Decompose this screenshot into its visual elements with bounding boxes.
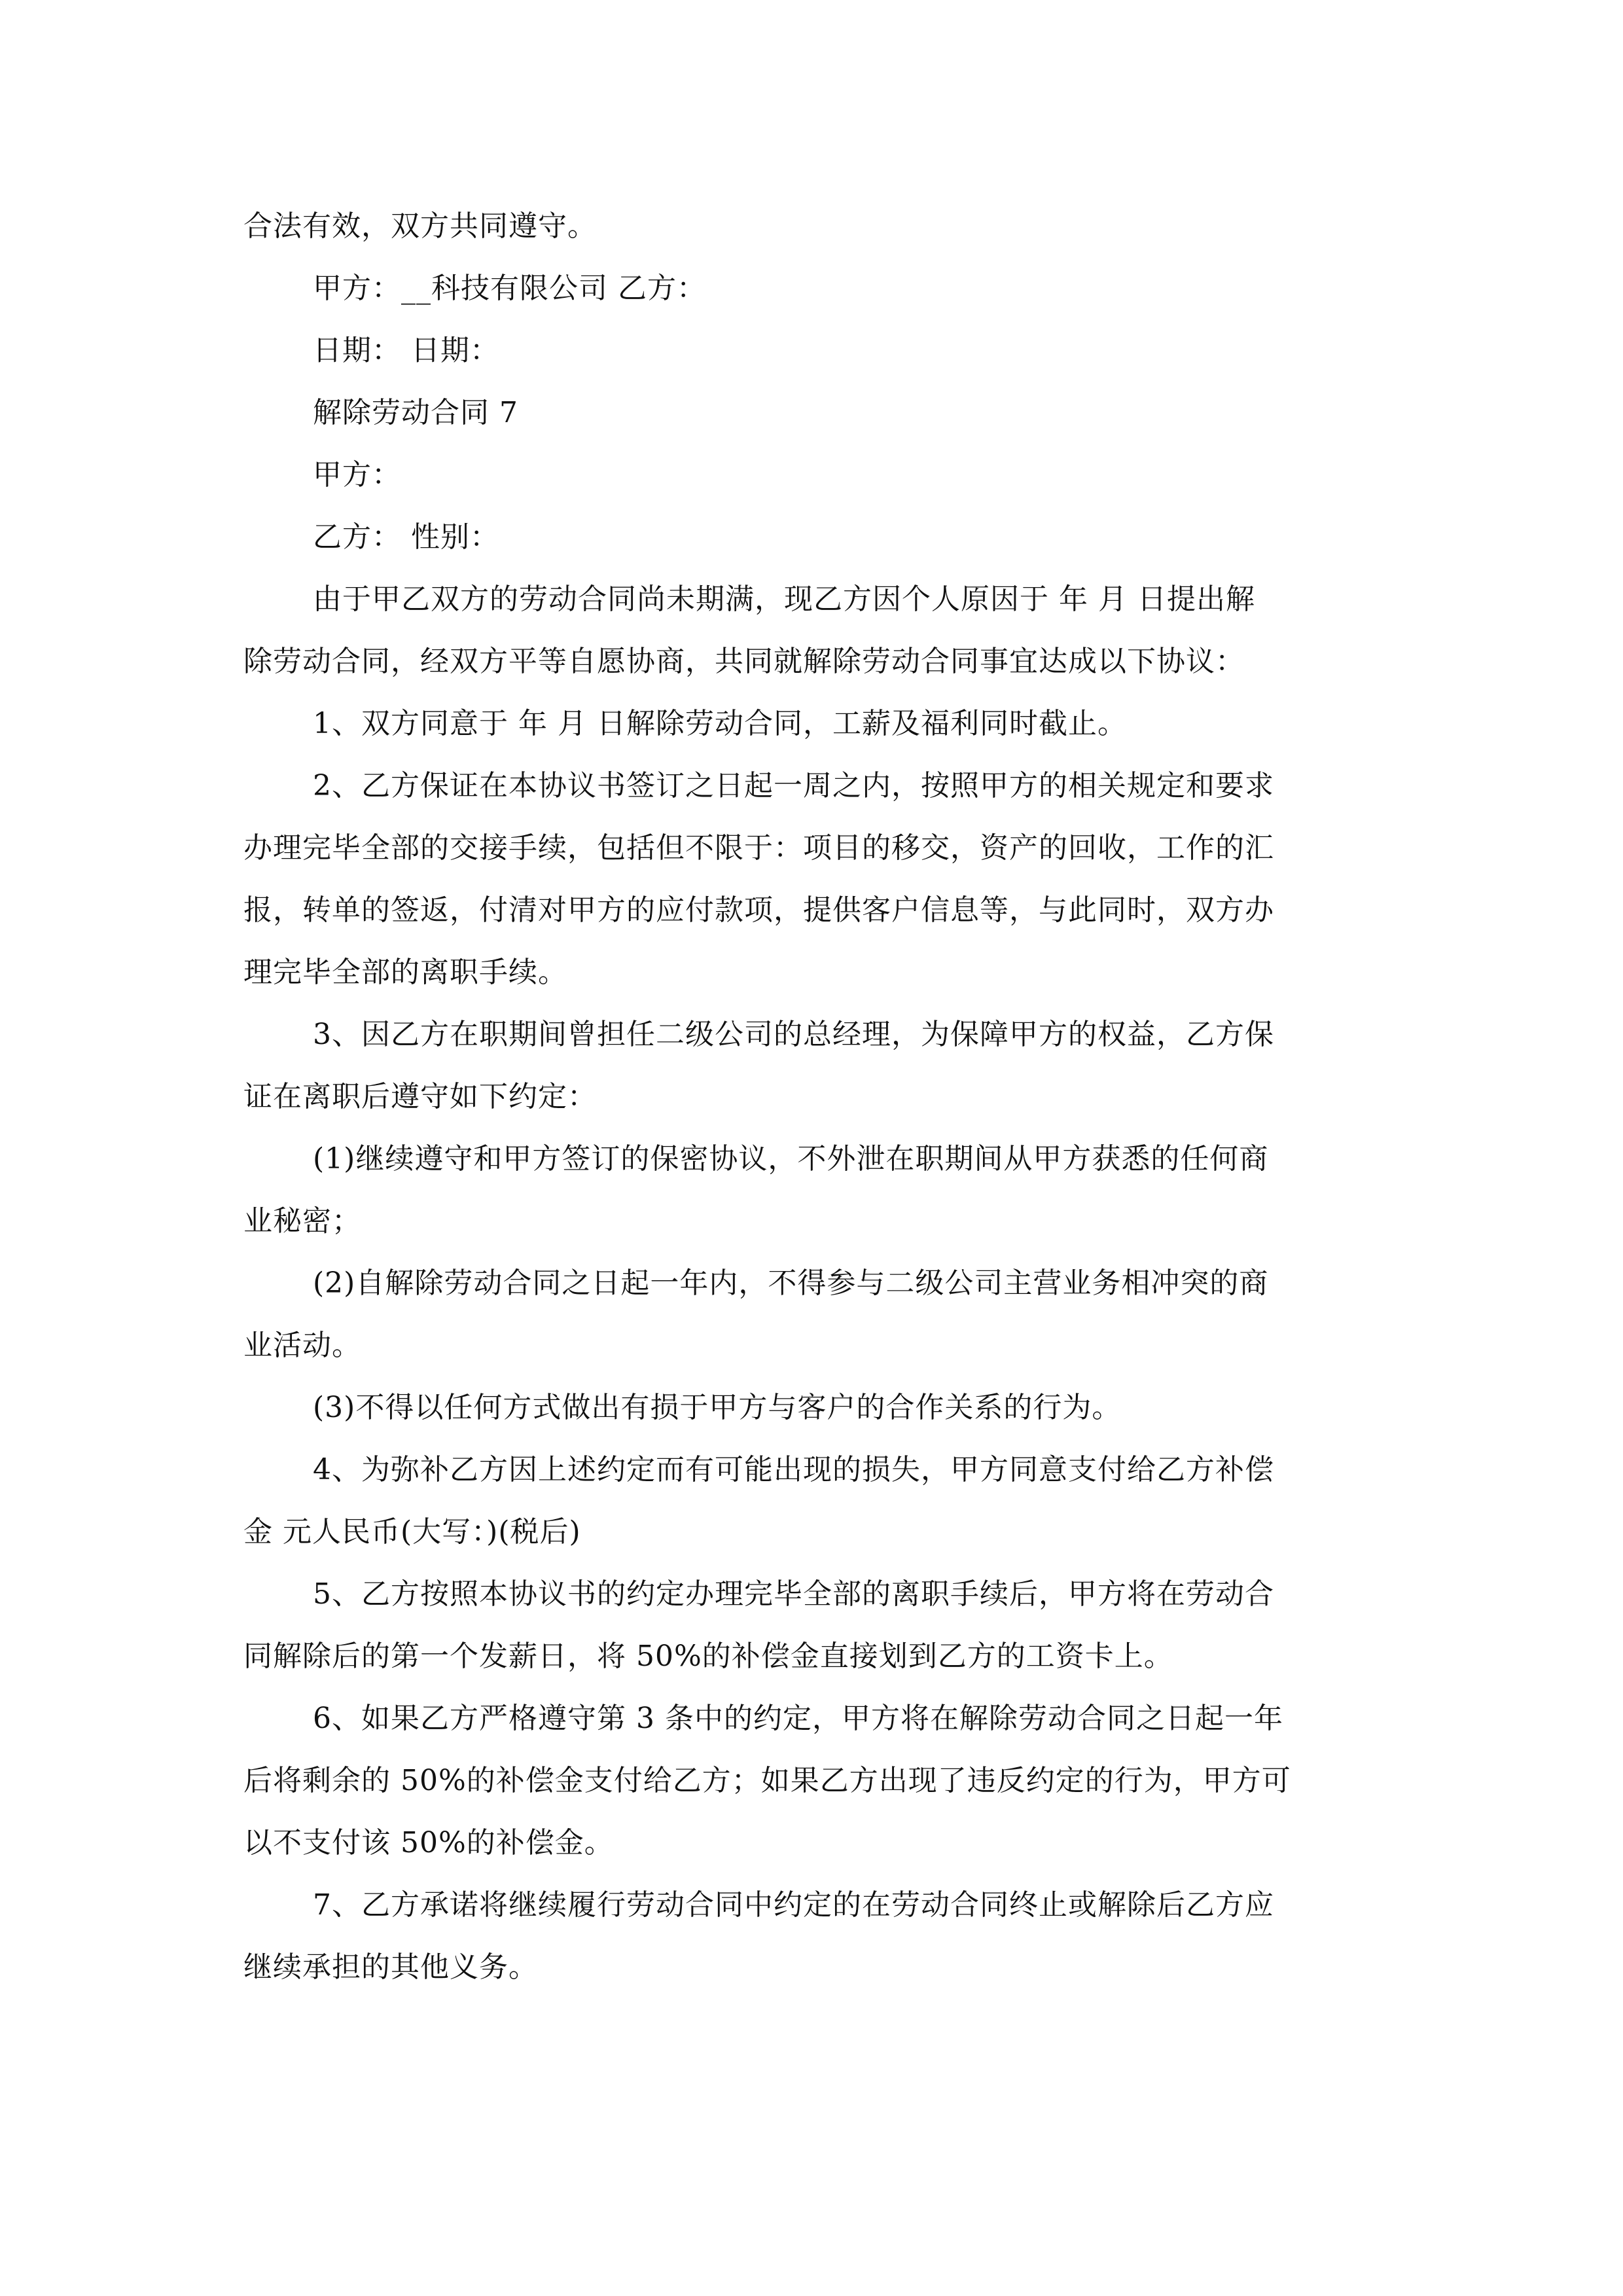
section-title: 解除劳动合同 7: [313, 396, 518, 429]
paragraph-line: 办理完毕全部的交接手续，包括但不限于：项目的移交，资产的回收，工作的汇: [243, 831, 1274, 865]
clause-3: 3、因乙方在职期间曾担任二级公司的总经理，为保障甲方的权益，乙方保: [313, 1018, 1274, 1051]
sub-clause-1: (1)继续遵守和甲方签订的保密协议，不外泄在职期间从甲方获悉的任何商: [313, 1142, 1269, 1175]
clause-7: 7、乙方承诺将继续履行劳动合同中约定的在劳动合同终止或解除后乙方应: [313, 1888, 1274, 1922]
paragraph-line: 同解除后的第一个发薪日，将 50%的补偿金直接划到乙方的工资卡上。: [243, 1640, 1173, 1673]
document-body: [243, 195, 1382, 1998]
paragraph-line: 合法有效，双方共同遵守。: [243, 209, 597, 243]
paragraph-line: 证在离职后遵守如下约定：: [243, 1080, 597, 1113]
paragraph-line: 金 元人民币(大写：)(税后): [243, 1515, 581, 1549]
party-a-line: 甲方：__科技有限公司 乙方：: [313, 272, 706, 305]
paragraph-line: 业秘密；: [243, 1204, 361, 1238]
paragraph-line: 后将剩余的 50%的补偿金支付给乙方；如果乙方出现了违反约定的行为，甲方可: [243, 1764, 1291, 1797]
party-b-field: 乙方： 性别：: [313, 520, 499, 554]
paragraph-line: 理完毕全部的离职手续。: [243, 956, 567, 989]
paragraph-line: 继续承担的其他义务。: [243, 1950, 538, 1984]
paragraph-line: 业活动。: [243, 1329, 361, 1362]
clause-5: 5、乙方按照本协议书的约定办理完毕全部的离职手续后，甲方将在劳动合: [313, 1577, 1274, 1611]
sub-clause-3: (3)不得以任何方式做出有损于甲方与客户的合作关系的行为。: [313, 1391, 1122, 1424]
paragraph-line: 由于甲乙双方的劳动合同尚未期满，现乙方因个人原因于 年 月 日提出解: [313, 583, 1255, 616]
sub-clause-2: (2)自解除劳动合同之日起一年内，不得参与二级公司主营业务相冲突的商: [313, 1266, 1269, 1300]
paragraph-line: 除劳动合同，经双方平等自愿协商，共同就解除劳动合同事宜达成以下协议：: [243, 645, 1245, 678]
party-a-field: 甲方：: [313, 458, 401, 492]
clause-2: 2、乙方保证在本协议书签订之日起一周之内，按照甲方的相关规定和要求: [313, 769, 1274, 802]
paragraph-line: 以不支付该 50%的补偿金。: [243, 1826, 614, 1859]
paragraph-line: 报，转单的签返，付清对甲方的应付款项，提供客户信息等，与此同时，双方办: [243, 893, 1274, 927]
clause-4: 4、为弥补乙方因上述约定而有可能出现的损失，甲方同意支付给乙方补偿: [313, 1453, 1274, 1486]
clause-1: 1、双方同意于 年 月 日解除劳动合同，工薪及福利同时截止。: [313, 707, 1127, 740]
clause-6: 6、如果乙方严格遵守第 3 条中的约定，甲方将在解除劳动合同之日起一年: [313, 1702, 1283, 1735]
date-line: 日期： 日期：: [313, 334, 499, 367]
